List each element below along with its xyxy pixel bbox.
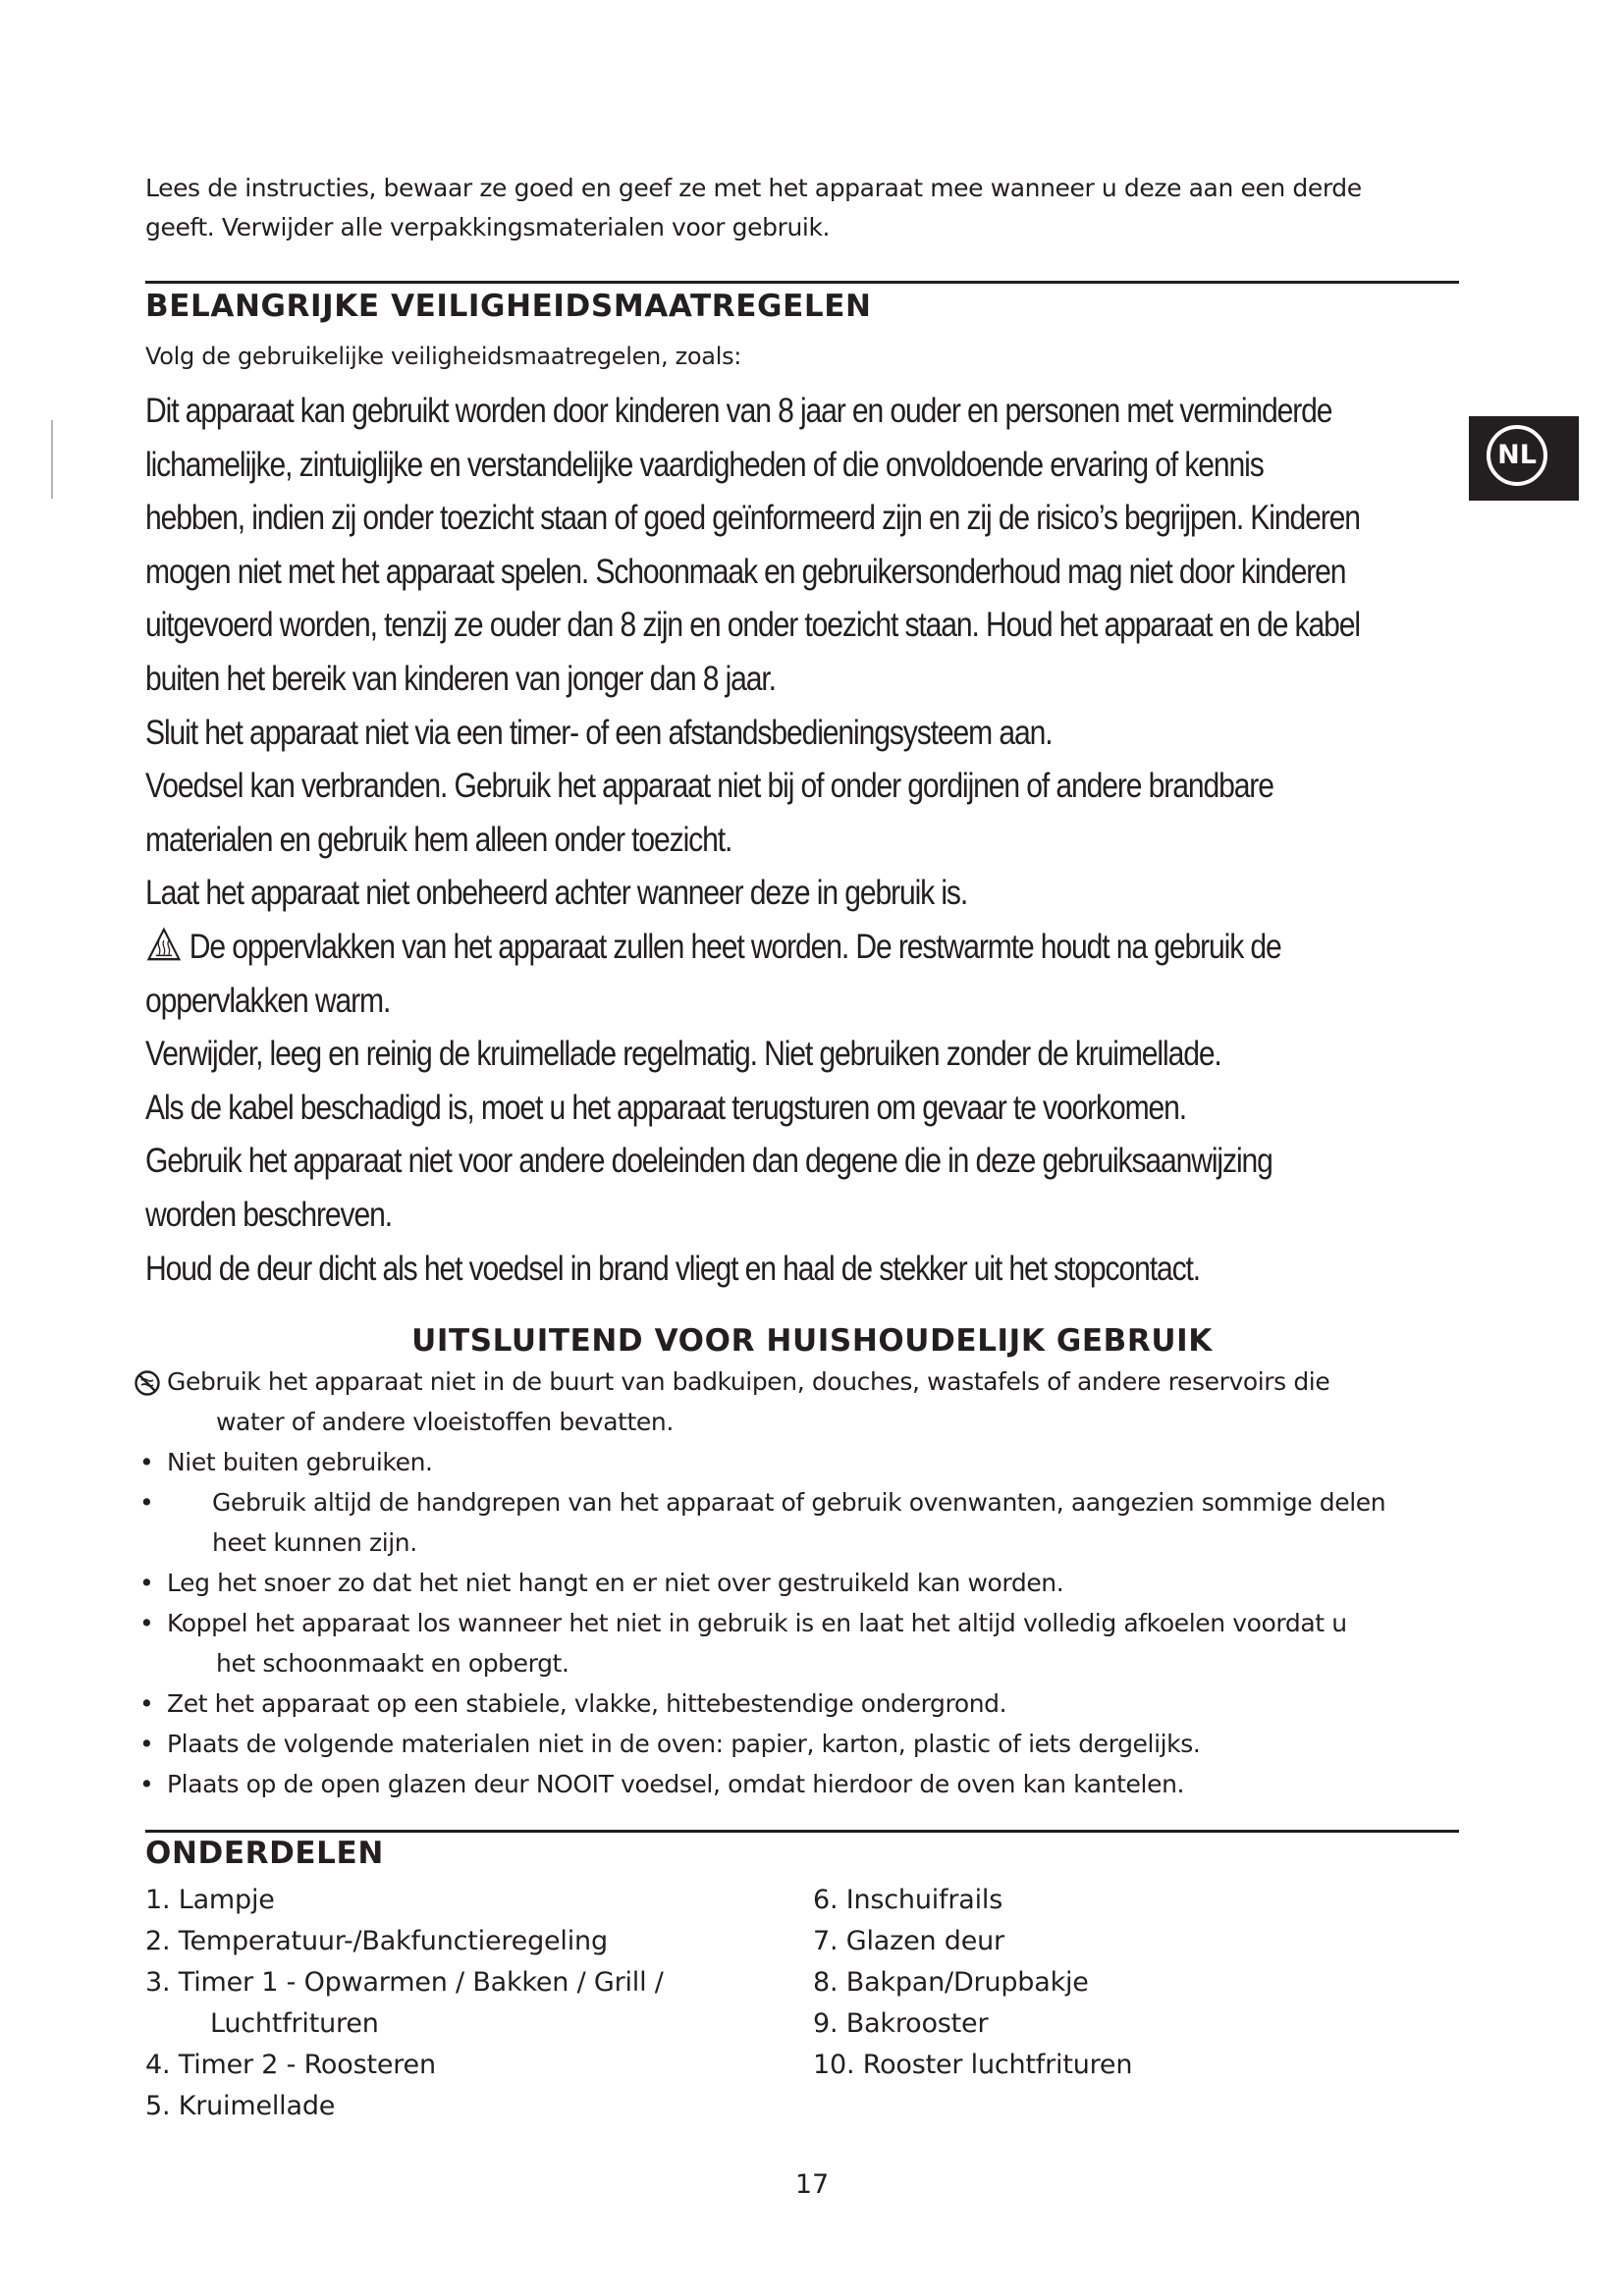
safety-text: Dit apparaat kan gebruikt worden door kinderen van 8 jaar en ouder en personen met verminderde lichamelijke, zintuiglijke en verstandelijke vaardigheden of die onvoldoende ervaring of kennis hebben, indien zij onder toezicht staan of goed geïnformeerd zijn en zij de risico’s begrijpen. Kinderen mogen niet met het apparaat spelen. Schoonmaak en gebruikersonderhoud mag niet door kinderen uitgevoerd worden, tenzij ze ouder dan 8 zijn en onder toezicht staan. Houd het apparaat en de kabel buiten het bereik van kinderen van jonger dan 8 jaar. Sluit het apparaat niet via een timer- of een afstandsbedieningsysteem aan. Voedsel kan verbranden. Gebruik het apparaat niet bij of onder gordijnen of andere brandbare materialen en gebruik hem alleen onder toezicht. Laat het apparaat niet onbeheerd achter wanneer deze in gebruik is. De oppervlakken van het apparaat zullen heet worden. De restwarmte houdt na gebruik de oppervlakken warm. Verwijder, leeg en reinig de kruimellade regelmatig. Niet gebruiken zonder de kruimellade. Als de kabel beschadigd is, moet u het apparaat terugsturen om gevaar te voorkomen. Gebruik het apparaat niet voor andere doeleinden dan degene die in deze gebruiksaanwijzing worden beschreven. Houd de deur dicht als het voedsel in brand vliegt en haal de stekker uit het stopcontact. [145, 392, 1360, 1288]
list-item: 4. Timer 2 - Roosteren [145, 2050, 436, 2080]
section-divider [145, 281, 1459, 284]
list-item: 2. Temperatuur-/Bakfunctieregeling [145, 1926, 608, 1956]
list-item: 10. Rooster luchtfrituren [813, 2050, 1133, 2080]
no-water-icon [134, 1369, 161, 1397]
list-item: • Koppel het apparaat los wanneer het niet in gebruik is en laat het altijd volledig afkoelen voordat u het schoonmaakt en opbergt. [139, 1609, 1347, 1678]
list-item: • Plaats de volgende materialen niet in de oven: papier, karton, plastic of iets dergelijks. [139, 1730, 1201, 1758]
household-title: UITSLUITEND VOOR HUISHOUDELIJK GEBRUIK [411, 1323, 1213, 1359]
list-item: 7. Glazen deur [813, 1926, 1004, 1956]
safety-title: BELANGRIJKE VEILIGHEIDSMAATREGELEN [145, 289, 872, 324]
list-item: 5. Kruimellade [145, 2091, 336, 2121]
list-item: 9. Bakrooster [813, 2008, 989, 2039]
list-item: • Gebruik altijd de handgrepen van het apparaat of gebruik ovenwanten, aangezien sommige delen heet kunnen zijn. [139, 1488, 1386, 1557]
parts-list-left [145, 1880, 664, 2127]
margin-mark [51, 420, 53, 499]
language-badge: NL [1487, 425, 1547, 486]
list-item: Luchtfrituren [210, 2008, 379, 2039]
parts-title: ONDERDELEN [145, 1836, 384, 1871]
list-item: • Zet het apparaat op een stabiele, vlakke, hittebestendige ondergrond. [139, 1689, 1007, 1718]
page-number: 17 [794, 2169, 830, 2200]
list-item: Gebruik het apparaat niet in de buurt van badkuipen, douches, wastafels of andere reservoirs die water of andere vloeistoffen bevatten. [134, 1362, 1489, 1442]
household-list [134, 1362, 1489, 1804]
list-item: 3. Timer 1 - Opwarmen / Bakken / Grill / [145, 1967, 664, 1998]
list-item: • Niet buiten gebruiken. [139, 1448, 433, 1476]
hot-surface-warning-icon [145, 927, 183, 962]
list-item: 6. Inschuifrails [813, 1885, 1003, 1915]
intro-text: Lees de instructies, bewaar ze goed en geef ze met het apparaat mee wanneer u deze aan een derde geeft. Verwijder alle verpakkingsmaterialen voor gebruik. [145, 174, 1362, 241]
language-tab [1469, 416, 1579, 501]
section-divider [145, 1830, 1459, 1833]
safety-subtitle: Volg de gebruikelijke veiligheidsmaatregelen, zoals: [145, 343, 742, 370]
list-item: • Leg het snoer zo dat het niet hangt en er niet over gestruikeld kan worden. [139, 1569, 1064, 1597]
list-item: 1. Lampje [145, 1885, 275, 1915]
parts-list-right [813, 1880, 1132, 2086]
list-item: • Plaats op de open glazen deur NOOIT voedsel, omdat hierdoor de oven kan kantelen. [139, 1770, 1185, 1798]
list-item: 8. Bakpan/Drupbakje [813, 1967, 1089, 1998]
